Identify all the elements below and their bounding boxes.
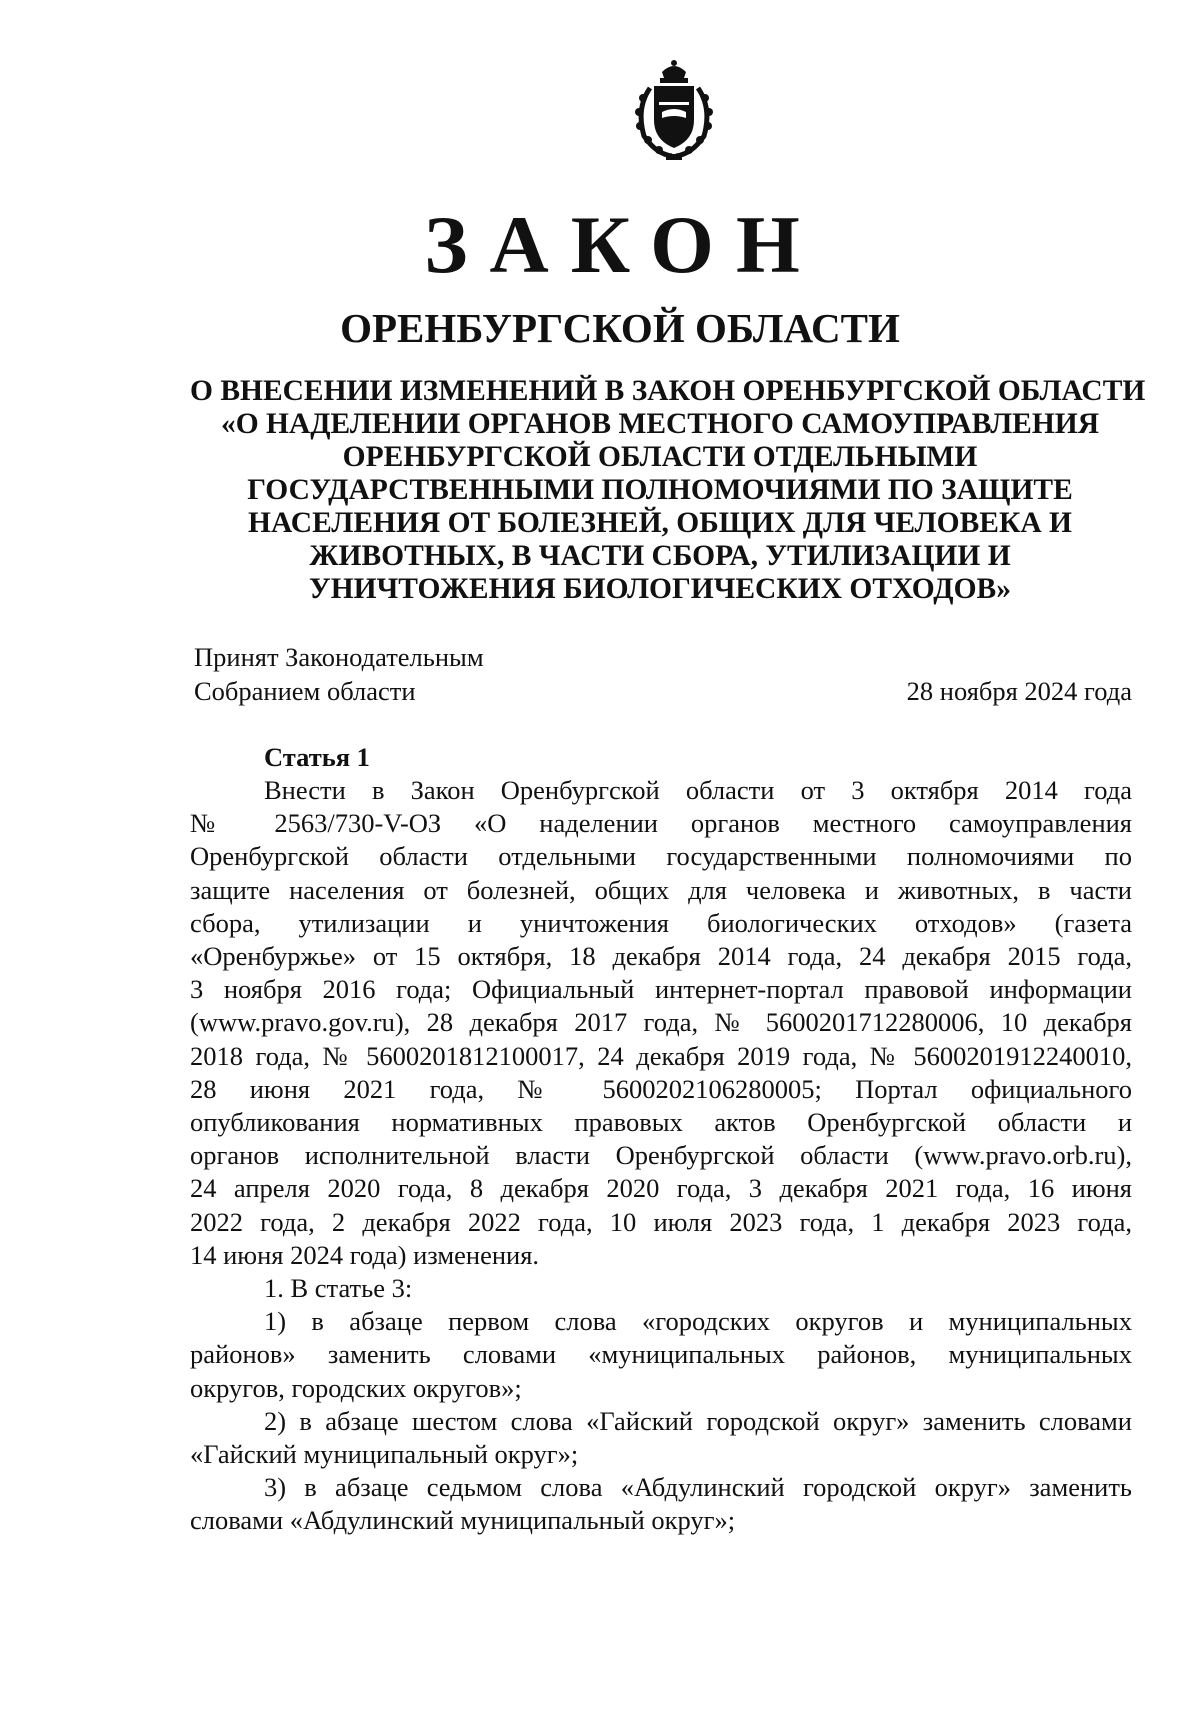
orenburg-coat-of-arms-icon xyxy=(626,58,722,162)
body-line: словами «Абдулинский муниципальный округ»; xyxy=(190,1505,736,1536)
body-line: районов» заменить словами «муниципальных районов, муниципальных xyxy=(190,1339,1132,1370)
subject-line: ГОСУДАРСТВЕННЫМИ ПОЛНОМОЧИЯМИ ПО ЗАЩИТЕ xyxy=(247,474,1073,506)
body-line: 14 июня 2024 года) изменения. xyxy=(190,1239,540,1270)
subject-line: УНИЧТОЖЕНИЯ БИОЛОГИЧЕСКИХ ОТХОДОВ» xyxy=(309,573,1011,605)
body-line: 1. В статье 3: xyxy=(264,1273,413,1304)
body-line: органов исполнительной власти Оренбургской области (www.pravo.orb.ru), xyxy=(190,1140,1132,1171)
body-line: 2018 года, № 5600201812100017, 24 декабря 2019 года, № 5600201912240010, xyxy=(190,1040,1132,1071)
body-line: «Гайский муниципальный округ»; xyxy=(190,1439,579,1470)
body-line: «Оренбуржье» от 15 октября, 18 декабря 2014 года, 24 декабря 2015 года, xyxy=(190,941,1132,972)
body-line: 1) в абзаце первом слова «городских округов и муниципальных xyxy=(264,1306,1132,1337)
body-line: сбора, утилизации и уничтожения биологических отходов» (газета xyxy=(190,907,1132,938)
subject-line: ЖИВОТНЫХ, В ЧАСТИ СБОРА, УТИЛИЗАЦИИ И xyxy=(309,540,1011,572)
law-subject-heading xyxy=(190,375,1146,606)
body-line: 2022 года, 2 декабря 2022 года, 10 июля 2023 года, 1 декабря 2023 года, xyxy=(190,1206,1132,1237)
article-body xyxy=(190,774,1132,1538)
body-line: 24 апреля 2020 года, 8 декабря 2020 года, 3 декабря 2021 года, 16 июня xyxy=(190,1173,1132,1204)
body-line: округов, городских округов»; xyxy=(190,1372,522,1403)
body-line: защите населения от болезней, общих для человека и животных, в части xyxy=(190,874,1132,905)
body-line: 2) в абзаце шестом слова «Гайский городской округ» заменить словами xyxy=(264,1405,1132,1436)
adoption-note xyxy=(194,640,484,708)
adoption-line: Принят Законодательным xyxy=(194,642,484,672)
subject-line: О ВНЕСЕНИИ ИЗМЕНЕНИЙ В ЗАКОН ОРЕНБУРГСКОЙ ОБЛАСТИ xyxy=(190,375,1146,407)
body-line: (www.pravo.gov.ru), 28 декабря 2017 года, № 5600201712280006, 10 декабря xyxy=(190,1007,1132,1038)
adoption-date: 28 ноября 2024 года xyxy=(906,676,1132,706)
law-title: ЗАКОН xyxy=(424,199,822,290)
subject-line: «О НАДЕЛЕНИИ ОРГАНОВ МЕСТНОГО САМОУПРАВЛЕНИЯ xyxy=(220,408,1100,440)
article-title: Статья 1 xyxy=(264,742,370,772)
subject-line: НАСЕЛЕНИЯ ОТ БОЛЕЗНЕЙ, ОБЩИХ ДЛЯ ЧЕЛОВЕКА И xyxy=(248,507,1072,539)
body-line: опубликования нормативных правовых актов Оренбургской области и xyxy=(190,1107,1132,1138)
adoption-line: Собранием области xyxy=(194,676,416,706)
body-line: 28 июня 2021 года, № 5600202106280005; Портал официального xyxy=(190,1073,1132,1104)
subject-line: ОРЕНБУРГСКОЙ ОБЛАСТИ ОТДЕЛЬНЫМИ xyxy=(342,441,978,473)
body-line: Внести в Закон Оренбургской области от 3 октября 2014 года xyxy=(264,775,1132,805)
body-line: 3 ноября 2016 года; Официальный интернет-портал правовой информации xyxy=(190,974,1132,1005)
body-line: Оренбургской области отдельными государственными полномочиями по xyxy=(190,841,1132,872)
body-line: № 2563/730-V-ОЗ «О наделении органов местного самоуправления xyxy=(190,808,1132,839)
region-title: ОРЕНБУРГСКОЙ ОБЛАСТИ xyxy=(340,305,900,351)
body-line: 3) в абзаце седьмом слова «Абдулинский городской округ» заменить xyxy=(264,1472,1132,1503)
